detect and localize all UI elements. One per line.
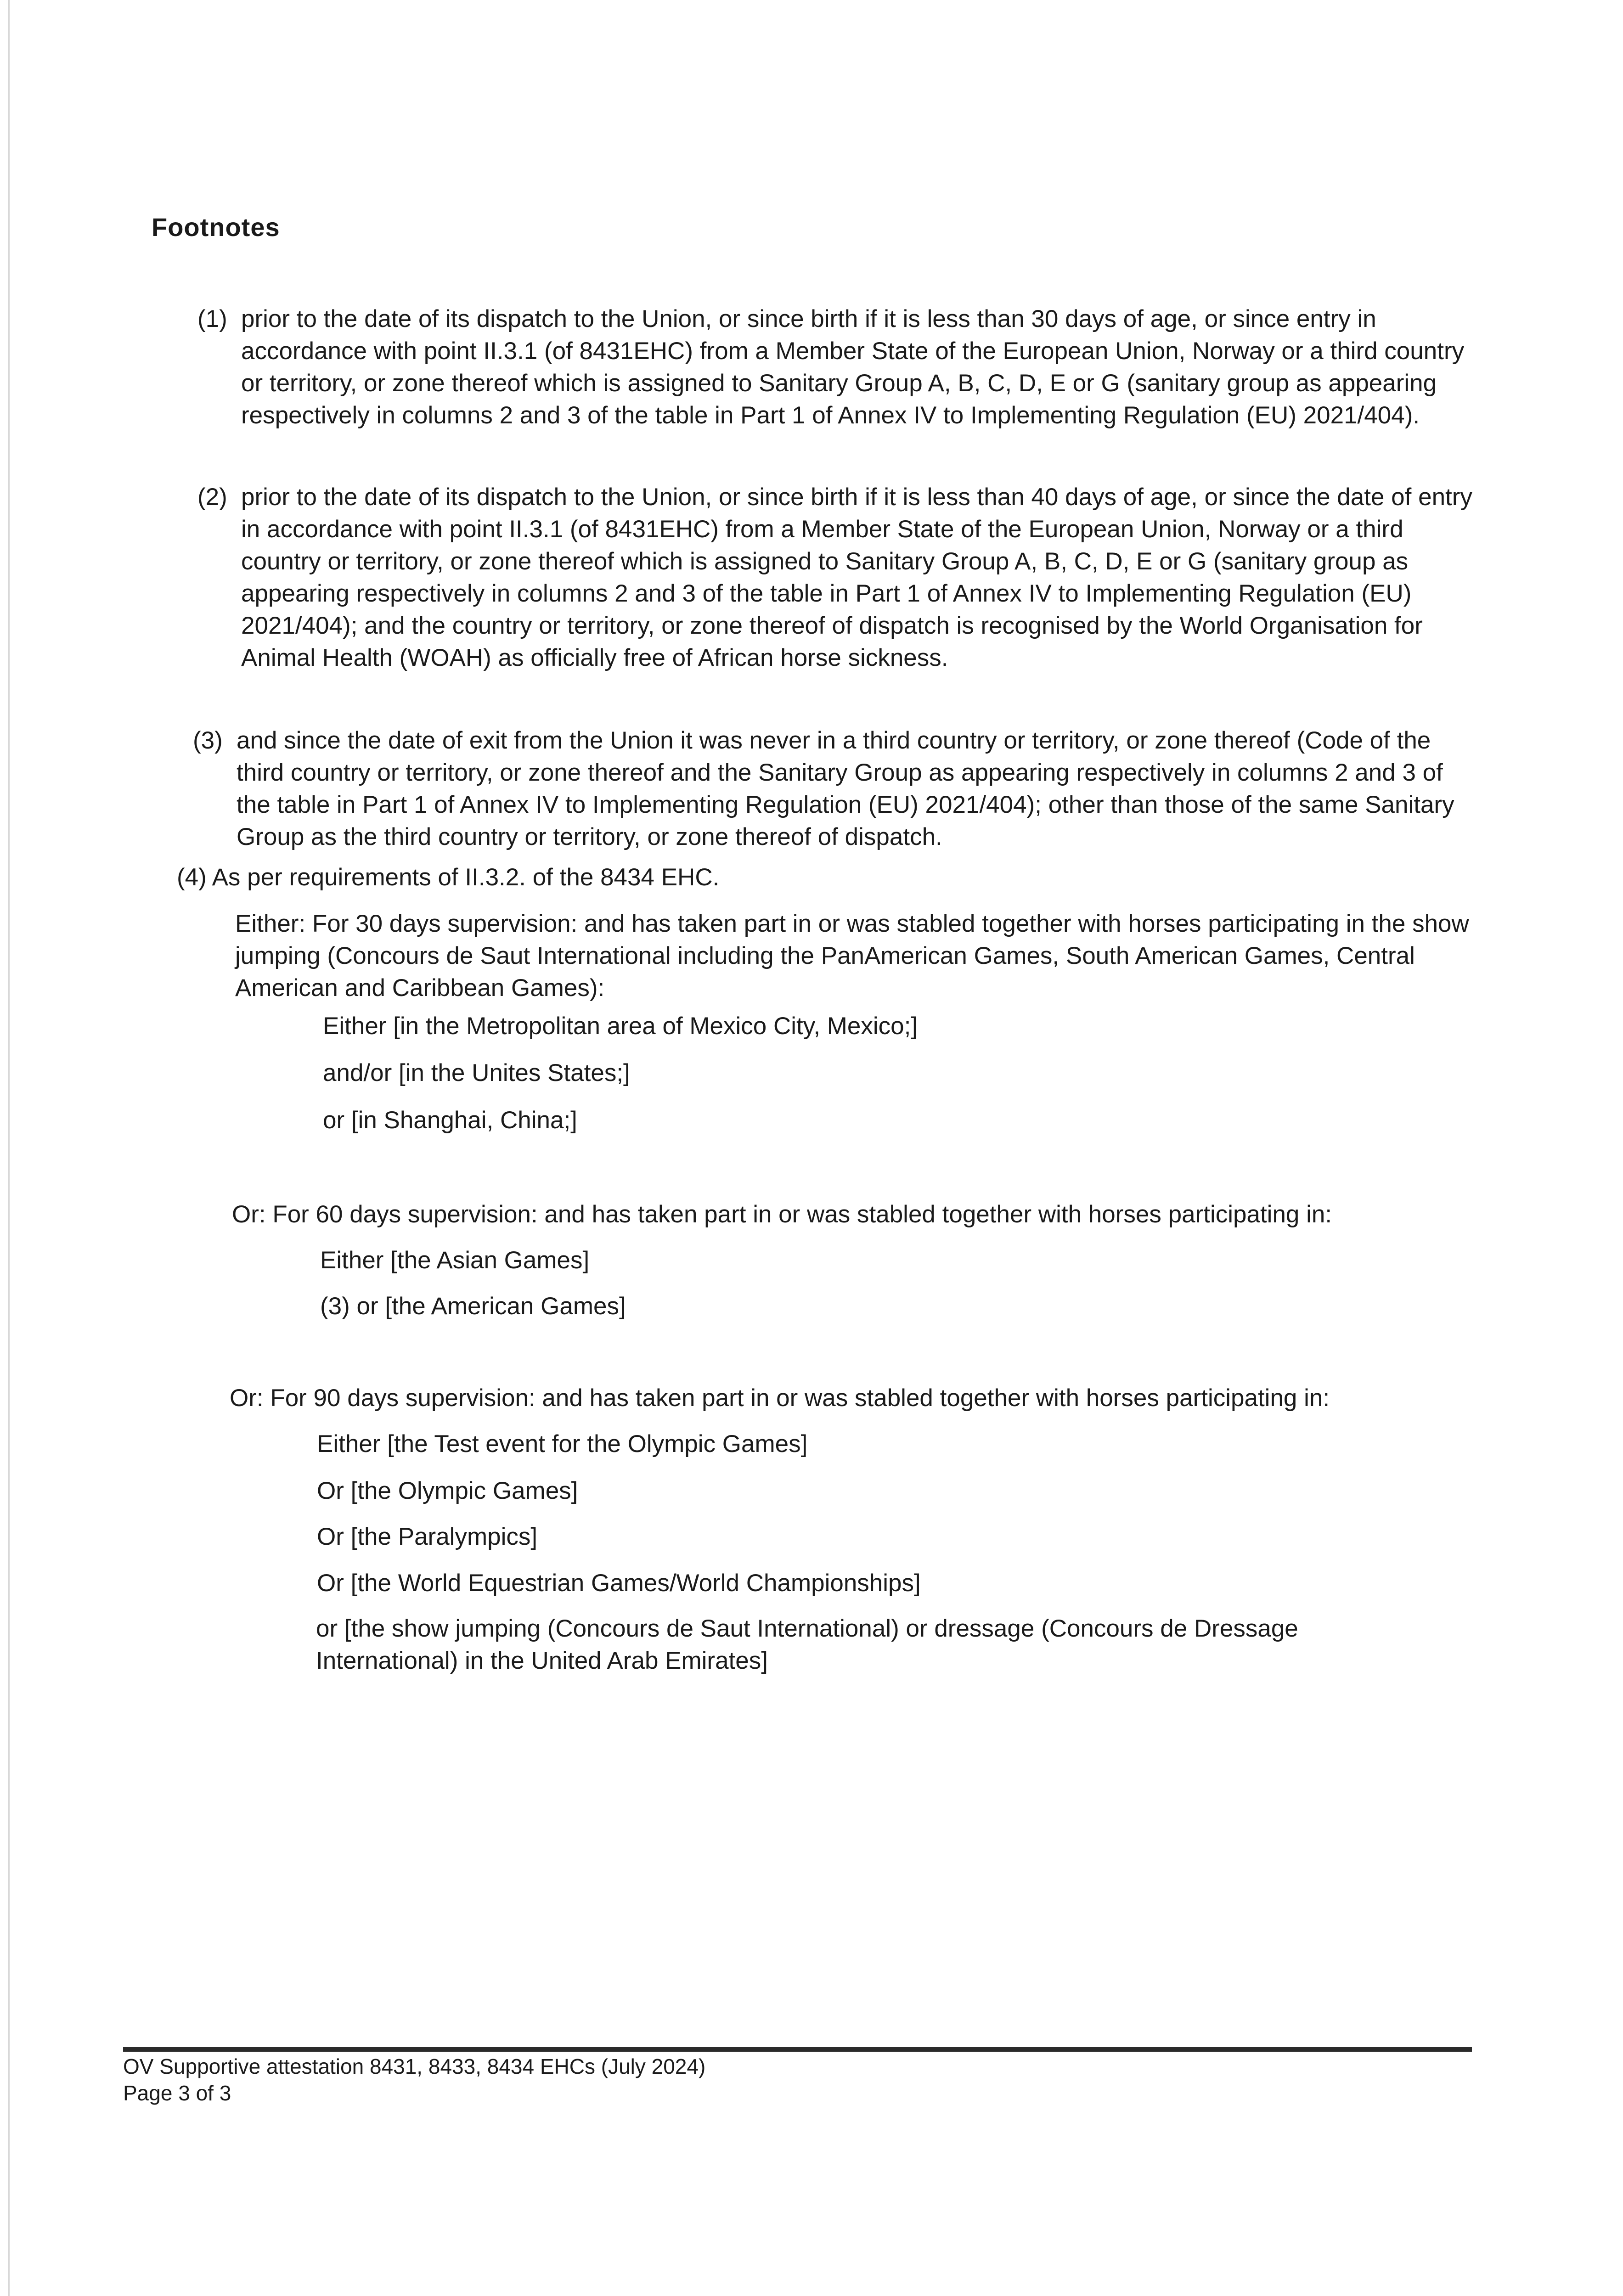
page-edge-shadow [8,0,10,2296]
supervision-60-days-lead: Or: For 60 days supervision: and has taken part in or was stabled together with horses participating in: [232,1201,1332,1228]
option-90-test-event: Either [the Test event for the Olympic Games] [317,1430,808,1458]
footnote-2 [197,481,1483,674]
option-30-united-states: and/or [in the Unites States;] [323,1059,630,1086]
footnote-number: (1) [197,305,227,332]
footnote-text: and since the date of exit from the Union it was never in a third country or territory, or zone thereof (Code of the third country or territory, or zone thereof and the Sanitary Group as appearing respectively in columns 2 and 3 of the table in Part 1 of Annex IV to Implementing Regulation (EU) 2021/404); other than those of the same Sanitary Group as the third country or territory, or zone thereof of dispatch. [237,727,1454,850]
footnotes-heading: Footnotes [152,213,280,242]
footnote-text: prior to the date of its dispatch to the Union, or since birth if it is less than 40 days of age, or since the date of entry in accordance with point II.3.1 (of 8431EHC) from a Member State of the European Union, Norway or a third country or territory, or zone thereof which is assigned to Sanitary Group A, B, C, D, E or G (sanitary group as appearing respectively in columns 2 and 3 of the table in Part 1 of Annex IV to Implementing Regulation (EU) 2021/404); and the country or territory, or zone thereof of dispatch is recognised by the World Organisation for Animal Health (WOAH) as officially free of African horse sickness. [241,484,1472,671]
supervision-90-days-lead: Or: For 90 days supervision: and has taken part in or was stabled together with horses participating in: [230,1384,1330,1412]
footnote-text: prior to the date of its dispatch to the Union, or since birth if it is less than 30 days of age, or since entry in accordance with point II.3.1 (of 8431EHC) from a Member State of the European Union, Norway or a third country or territory, or zone thereof which is assigned to Sanitary Group A, B, C, D, E or G (sanitary group as appearing respectively in columns 2 and 3 of the table in Part 1 of Annex IV to Implementing Regulation (EU) 2021/404). [241,305,1465,429]
footer-rule [123,2047,1472,2052]
supervision-30-days-lead: Either: For 30 days supervision: and has taken part in or was stabled together with horses participating in the show jumping (Concours de Saut International including the PanAmerican Games, South American Games, Central American and Caribbean Games): [235,910,1469,1002]
footnote-number: (2) [197,484,227,511]
footer-title: OV Supportive attestation 8431, 8433, 8434 EHCs (July 2024) [123,2054,706,2078]
footnote-3 [193,725,1483,853]
option-60-american-games: (3) or [the American Games] [320,1293,626,1320]
option-90-uae-show-jumping: or [the show jumping (Concours de Saut International) or dressage (Concours de Dressage International) in the United Arab Emirates] [316,1615,1298,1674]
footnote-1 [197,303,1483,432]
option-90-olympic-games: Or [the Olympic Games] [317,1477,578,1504]
footer-page-number: Page 3 of 3 [123,2081,231,2105]
option-90-paralympics: Or [the Paralympics] [317,1523,538,1550]
option-60-asian-games: Either [the Asian Games] [320,1247,590,1274]
footnote-4-intro: (4) As per requirements of II.3.2. of the 8434 EHC. [177,864,720,891]
option-90-world-equestrian-games: Or [the World Equestrian Games/World Championships] [317,1570,921,1597]
option-30-shanghai: or [in Shanghai, China;] [323,1107,577,1134]
footnote-number: (3) [193,727,223,754]
option-30-mexico: Either [in the Metropolitan area of Mexico City, Mexico;] [323,1013,918,1040]
